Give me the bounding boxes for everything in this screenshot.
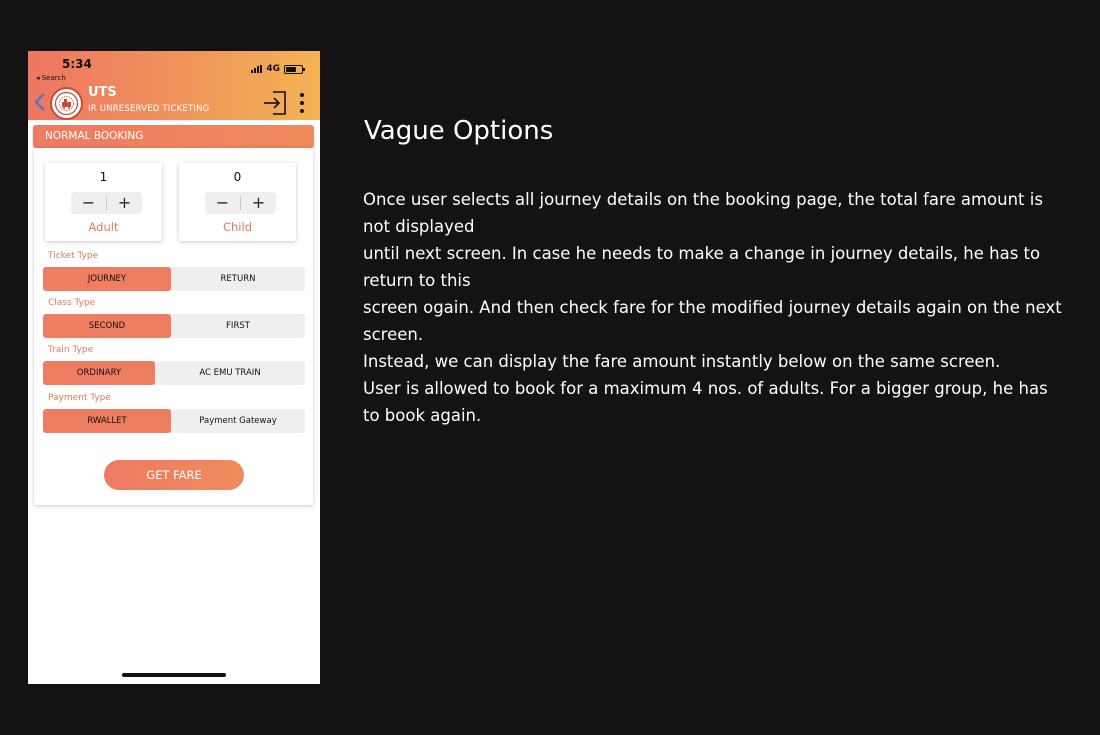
child-increment-button[interactable]: + [251,193,266,212]
app-header [28,51,320,120]
back-arrow-icon[interactable] [32,92,46,112]
ticket-type-label: Ticket Type [48,251,99,261]
payment-rwallet-option[interactable]: RWALLET [43,409,171,433]
app-subtitle: IR UNRESERVED TICKETING [88,104,210,114]
network-type: 4G [266,64,280,74]
child-count: 0 [233,170,242,184]
child-counter [179,163,296,241]
get-fare-button[interactable]: GET FARE [104,460,244,490]
class-type-second-option[interactable]: SECOND [43,314,171,338]
login-icon[interactable] [262,90,288,116]
status-indicators [251,64,303,74]
class-type-toggle [43,314,305,338]
app-title: UTS [88,85,117,100]
section-header [33,125,314,148]
annotation-heading: Vague Options [364,116,554,146]
train-type-toggle [43,361,305,385]
payment-type-toggle [43,409,305,433]
annotation-line: screen ogain. And then check fare for the modified journey details again on the next screen. [363,298,1062,344]
child-decrement-button[interactable]: − [215,193,230,212]
class-type-first-option[interactable]: FIRST [226,321,250,331]
ticket-type-journey-option[interactable]: JOURNEY [43,267,171,291]
more-options-icon[interactable] [298,93,306,113]
adult-label: Adult [88,220,119,234]
section-title: NORMAL BOOKING [45,130,144,142]
child-stepper [205,192,276,214]
adult-increment-button[interactable]: + [117,193,132,212]
train-type-ordinary-option[interactable]: ORDINARY [43,361,155,385]
train-type-ac-emu-option[interactable]: AC EMU TRAIN [199,368,261,378]
child-label: Child [222,220,252,234]
adult-counter [45,163,162,241]
annotation-line: Once user selects all journey details on the booking page, the total fare amount is not displayed [363,190,1043,236]
payment-type-label: Payment Type [48,393,111,403]
annotation-line: User is allowed to book for a maximum 4 nos. of adults. For a bigger group, he has to book again. [363,379,1048,425]
payment-gateway-option[interactable]: Payment Gateway [199,416,277,426]
ticket-type-return-option[interactable]: RETURN [220,274,256,284]
annotation-line: until next screen. In case he needs to make a change in journey details, he has to return to this [363,244,1041,290]
annotation-description [363,186,1063,429]
annotation-line: Instead, we can display the fare amount instantly below on the same screen. [363,352,1001,371]
ticket-type-toggle [43,267,305,291]
railway-emblem-icon [54,91,79,116]
adult-decrement-button[interactable]: − [81,193,96,212]
battery-icon [284,65,303,74]
phone-screen [28,51,320,684]
adult-stepper [71,192,142,214]
status-time: 5:34 [62,57,92,71]
indian-railways-logo [50,87,83,120]
train-type-label: Train Type [48,345,94,355]
home-indicator [122,673,226,677]
booking-card [34,148,313,505]
signal-icon [251,65,262,73]
status-back-link[interactable]: ◂ Search [36,74,66,82]
adult-count: 1 [99,170,108,184]
class-type-label: Class Type [48,298,96,308]
